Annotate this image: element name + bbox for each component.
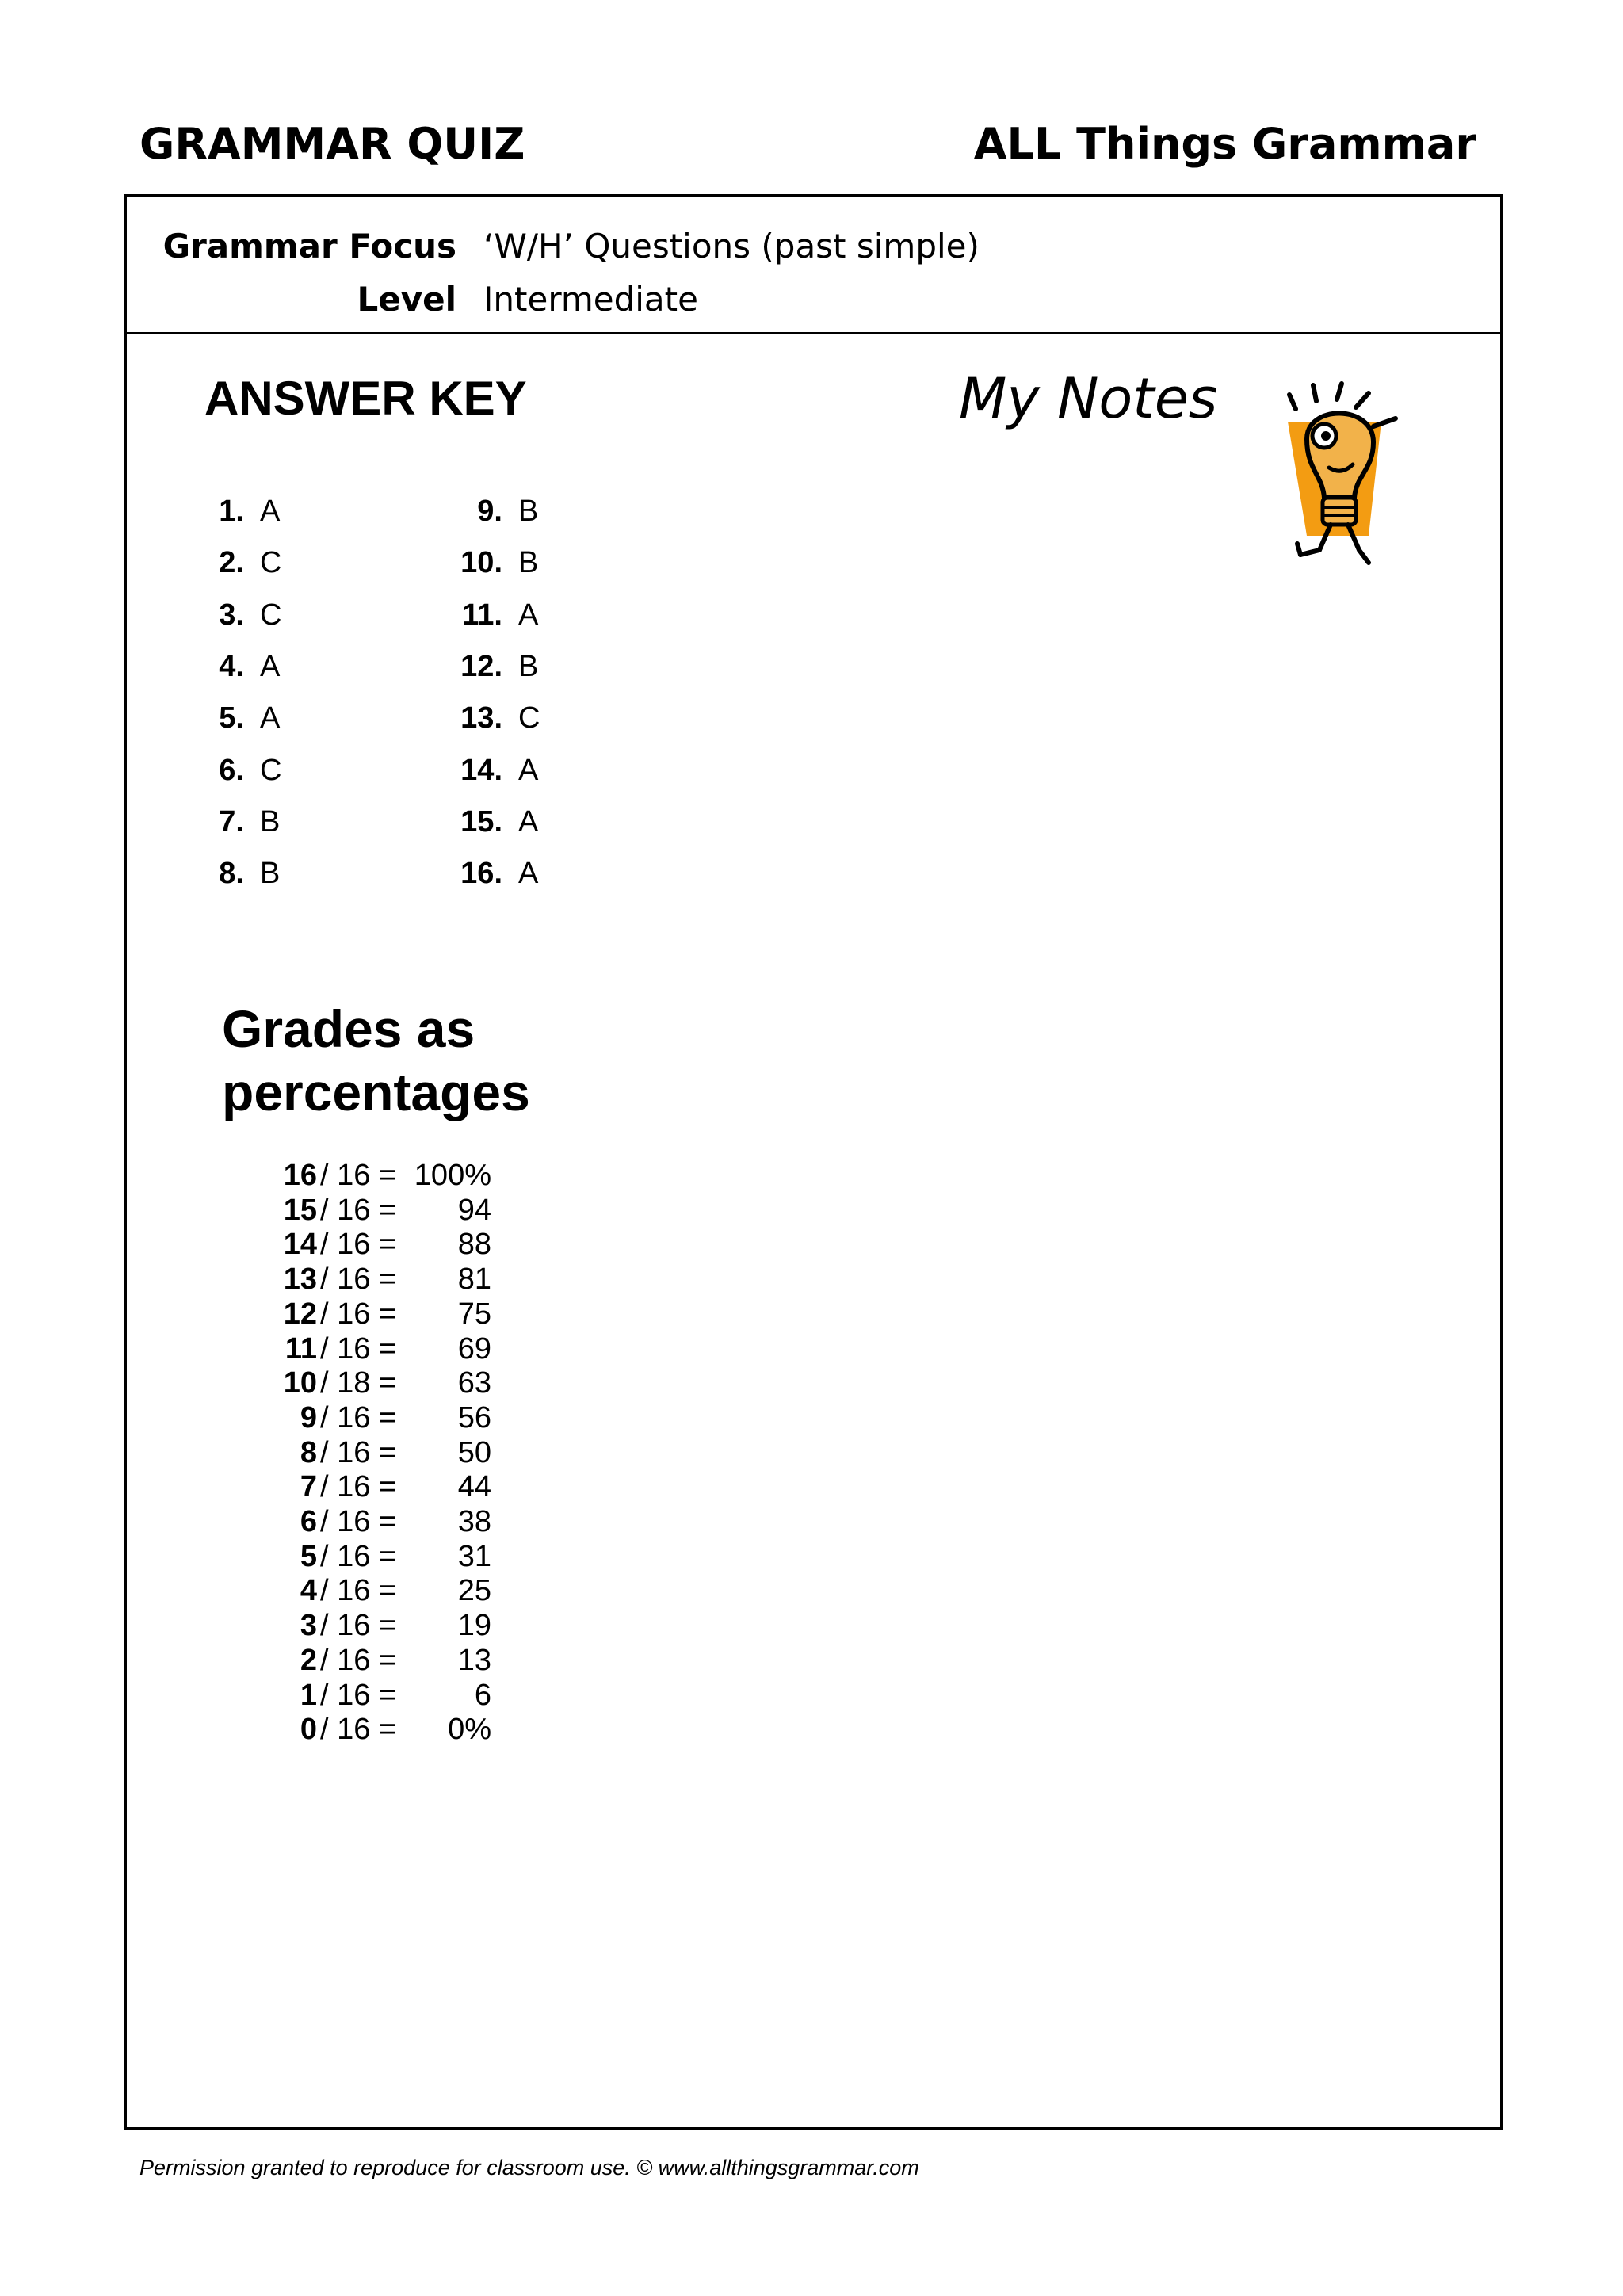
grammar-focus-value: ‘W/H’ Questions (past simple)	[483, 227, 980, 266]
answer-number: 11.	[462, 598, 502, 632]
grade-percent: 81	[457, 1263, 491, 1297]
grade-total: / 16 =	[320, 1331, 397, 1366]
answer-item	[204, 701, 280, 735]
grade-score: 6	[300, 1505, 317, 1538]
grade-percent: 44	[457, 1470, 491, 1504]
answer-number: 13.	[460, 701, 502, 735]
answer-item	[430, 650, 538, 684]
answer-letter: B	[518, 649, 539, 683]
grade-percent: 100%	[414, 1159, 491, 1192]
grade-total: / 16 =	[320, 1263, 397, 1297]
grade-score: 12	[283, 1297, 317, 1331]
grammar-focus-box	[127, 197, 1500, 334]
site-brand-title: ALL Things Grammar	[973, 119, 1476, 169]
grade-percent: 13	[457, 1643, 491, 1677]
grade-score: 2	[300, 1643, 317, 1677]
answer-number: 15.	[460, 804, 502, 839]
answer-letter: A	[518, 857, 539, 891]
grade-total: / 16 =	[320, 1400, 397, 1435]
answer-letter: A	[260, 701, 281, 735]
answer-letter: A	[518, 804, 539, 839]
lightbulb-character-icon	[1280, 380, 1415, 586]
grade-percent: 38	[457, 1505, 491, 1538]
answer-letter: A	[518, 598, 539, 632]
answer-number: 6.	[219, 753, 244, 787]
answer-letter: C	[260, 753, 282, 787]
grade-total: / 16 =	[320, 1574, 397, 1608]
answer-letter: B	[518, 546, 539, 580]
grade-total: / 16 =	[320, 1297, 397, 1331]
answer-number: 12.	[460, 649, 502, 683]
answer-item	[430, 701, 540, 735]
grade-total: / 16 =	[320, 1678, 397, 1712]
grade-score: 3	[300, 1609, 317, 1643]
grades-title	[222, 997, 530, 1124]
grade-percent: 25	[457, 1574, 491, 1608]
grammar-focus-label: Grammar Focus	[162, 227, 456, 266]
answer-item	[204, 650, 280, 684]
answer-letter: A	[260, 495, 281, 528]
grade-percent: 56	[457, 1400, 491, 1435]
answer-number: 2.	[219, 546, 244, 580]
answer-item	[430, 805, 538, 839]
quiz-type-title: GRAMMAR QUIZ	[139, 119, 525, 169]
answer-item	[204, 546, 281, 580]
grade-score: 11	[285, 1331, 317, 1366]
grade-total: / 16 =	[320, 1539, 397, 1573]
grade-total: / 16 =	[320, 1228, 397, 1262]
grades-title-line1: Grades as	[222, 999, 475, 1058]
answer-number: 10.	[460, 546, 502, 580]
grade-total: / 16 =	[320, 1643, 397, 1677]
grade-total: / 16 =	[320, 1193, 397, 1227]
grade-score: 10	[283, 1366, 317, 1400]
answer-item	[430, 598, 538, 632]
grade-score: 9	[300, 1400, 317, 1435]
grade-score: 14	[283, 1228, 317, 1262]
level-label: Level	[357, 280, 456, 319]
grade-percent: 6	[474, 1678, 491, 1712]
answer-item	[204, 754, 281, 788]
grade-percent: 88	[457, 1228, 491, 1262]
answer-item	[430, 857, 538, 891]
answer-item	[430, 754, 538, 788]
answer-key-title: ANSWER KEY	[204, 372, 527, 425]
level-value: Intermediate	[483, 280, 698, 319]
answer-letter: C	[518, 701, 540, 735]
grade-score: 5	[300, 1539, 317, 1573]
answer-number: 9.	[477, 495, 502, 528]
my-notes-title: My Notes	[959, 366, 1218, 431]
answer-letter: B	[260, 857, 281, 891]
grade-percent: 75	[457, 1297, 491, 1331]
grade-percent: 94	[457, 1193, 491, 1227]
grade-percent: 31	[457, 1539, 491, 1573]
answer-number: 14.	[460, 753, 502, 787]
answer-number: 1.	[219, 495, 244, 528]
grade-percent: 19	[457, 1609, 491, 1643]
grades-title-line2: percentages	[222, 1063, 530, 1121]
grade-score: 15	[283, 1193, 317, 1227]
grade-total: / 16 =	[320, 1609, 397, 1643]
answer-letter: C	[260, 546, 282, 580]
answer-item	[204, 805, 280, 839]
grade-score: 1	[300, 1678, 317, 1712]
grade-score: 4	[300, 1574, 317, 1608]
answer-number: 16.	[460, 857, 502, 891]
grade-total: / 16 =	[320, 1159, 397, 1192]
answer-letter: A	[260, 649, 281, 683]
answer-item	[430, 546, 538, 580]
answer-item	[430, 495, 538, 529]
grade-score: 0	[300, 1713, 317, 1747]
answer-letter: B	[518, 495, 539, 528]
grade-percent: 69	[457, 1331, 491, 1366]
grade-percent: 63	[457, 1366, 491, 1400]
answer-number: 4.	[219, 649, 244, 683]
grade-total: / 16 =	[320, 1470, 397, 1504]
answer-item	[204, 857, 280, 891]
answer-number: 7.	[219, 804, 244, 839]
answer-letter: A	[518, 753, 539, 787]
grade-score: 16	[283, 1159, 317, 1192]
grade-total: / 16 =	[320, 1505, 397, 1538]
footer-permission: Permission granted to reproduce for classroom use. © www.allthingsgrammar.com	[139, 2156, 919, 2179]
grade-total: / 16 =	[320, 1435, 397, 1469]
answer-number: 3.	[219, 598, 244, 632]
answer-item	[204, 495, 280, 529]
answer-letter: B	[260, 804, 281, 839]
grade-score: 8	[300, 1435, 317, 1469]
grade-score: 7	[300, 1470, 317, 1504]
grade-score: 13	[283, 1263, 317, 1297]
grade-total: / 18 =	[320, 1366, 397, 1400]
answer-item	[204, 598, 281, 632]
answer-number: 8.	[219, 857, 244, 891]
grade-percent: 50	[457, 1435, 491, 1469]
grade-percent: 0%	[448, 1713, 491, 1747]
answer-number: 5.	[219, 701, 244, 735]
grade-total: / 16 =	[320, 1713, 397, 1747]
answer-letter: C	[260, 598, 282, 632]
